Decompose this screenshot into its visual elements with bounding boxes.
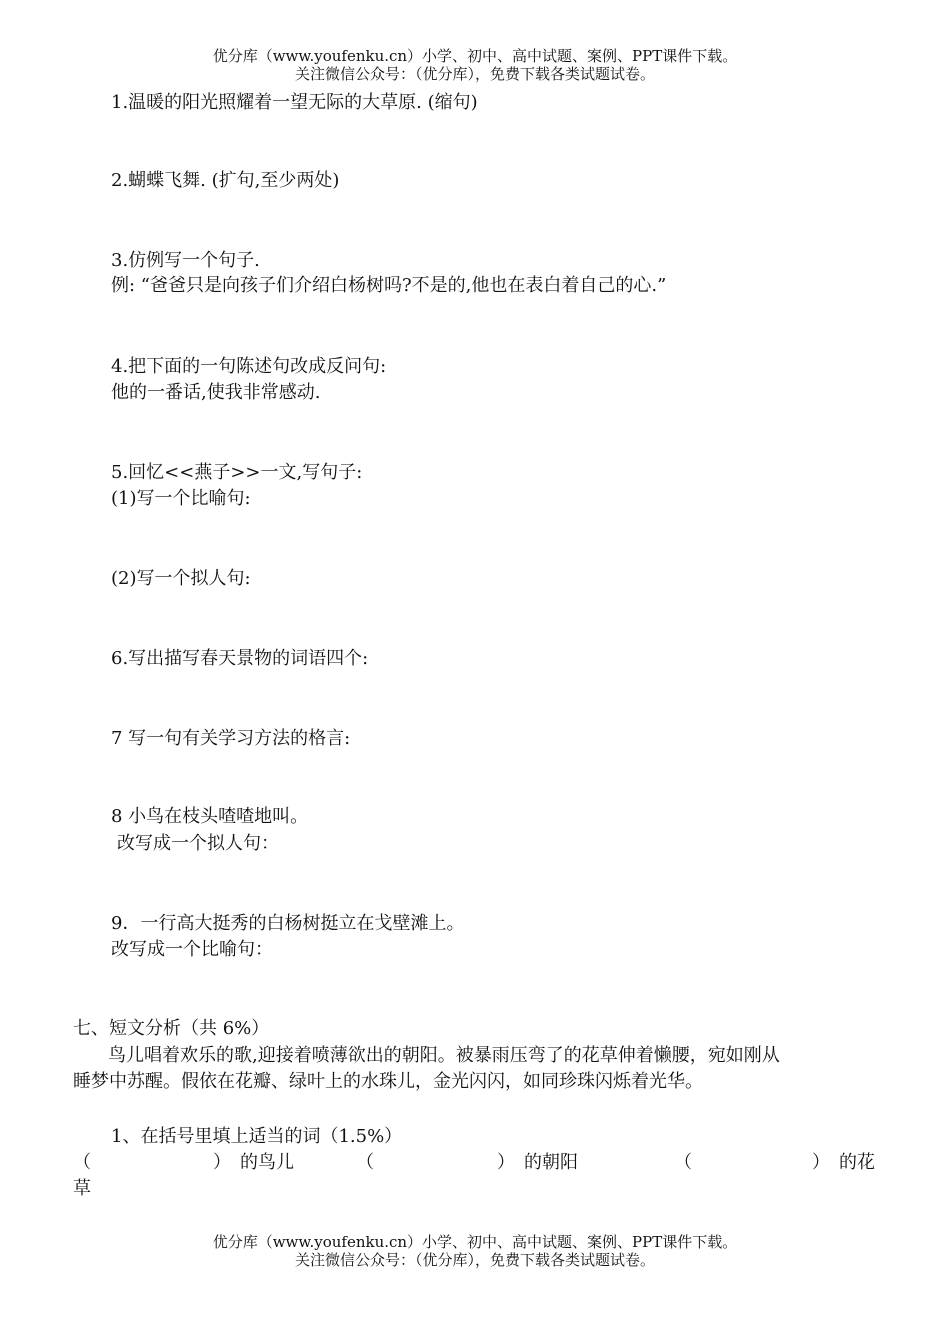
question-5: 5.回忆<<燕子>>一文,写句子: [111, 462, 363, 483]
blank-2-open: （ [356, 1152, 374, 1173]
blank-1-open: （ [73, 1152, 91, 1173]
section-7-title: 七、短文分析（共 6%） [73, 1018, 270, 1039]
page-header-line2: 关注微信公众号：（优分库），免费下载各类试题试卷。 [294, 65, 655, 83]
blank-3-word-a: 的花 [839, 1152, 875, 1173]
question-9: 9．一行高大挺秀的白杨树挺立在戈壁滩上。 [111, 913, 465, 934]
blank-3-word-b: 草 [73, 1178, 91, 1199]
passage-line-2: 睡梦中苏醒。假依在花瓣、绿叶上的水珠儿，金光闪闪，如同珍珠闪烁着光华。 [73, 1071, 703, 1092]
passage-line-1: 鸟儿唱着欢乐的歌,迎接着喷薄欲出的朝阳。被暴雨压弯了的花草伸着懒腰，宛如刚从 [108, 1045, 780, 1066]
question-8-task: 改写成一个拟人句： [117, 833, 279, 854]
question-8: 8 小鸟在枝头喳喳地叫。 [111, 806, 309, 827]
blank-2-word: 的朝阳 [524, 1152, 578, 1173]
question-3: 3.仿例写一个句子. [111, 250, 260, 271]
page-header-line1: 优分库（www.youfenku.cn）小学、初中、高中试题、案例、PPT课件下载。 [212, 47, 738, 65]
subquestion-1: 1、在括号里填上适当的词（1.5%） [111, 1126, 403, 1147]
blank-1-word: 的鸟儿 [240, 1152, 294, 1173]
question-3-example: 例: “爸爸只是向孩子们介绍白杨树吗?不是的,他也在表白着自己的心.” [111, 275, 667, 296]
blank-3-open: （ [674, 1152, 692, 1173]
question-9-task: 改写成一个比喻句： [111, 939, 273, 960]
page-footer-line1: 优分库（www.youfenku.cn）小学、初中、高中试题、案例、PPT课件下载。 [212, 1233, 738, 1251]
question-6: 6.写出描写春天景物的词语四个: [111, 648, 369, 669]
question-1: 1.温暖的阳光照耀着一望无际的大草原. (缩句) [111, 92, 478, 113]
question-4-sentence: 他的一番话,使我非常感动. [111, 382, 321, 403]
blank-2-close: ） [497, 1152, 515, 1173]
blank-3-close: ） [812, 1152, 830, 1173]
question-7: 7 写一句有关学习方法的格言: [111, 728, 351, 749]
question-5-2: (2)写一个拟人句: [111, 568, 251, 589]
question-5-1: (1)写一个比喻句: [111, 488, 251, 509]
blank-1-close: ） [213, 1152, 231, 1173]
page-footer-line2: 关注微信公众号：（优分库），免费下载各类试题试卷。 [294, 1251, 655, 1269]
question-4: 4.把下面的一句陈述句改成反问句: [111, 356, 387, 377]
question-2: 2.蝴蝶飞舞. (扩句,至少两处) [111, 170, 340, 191]
